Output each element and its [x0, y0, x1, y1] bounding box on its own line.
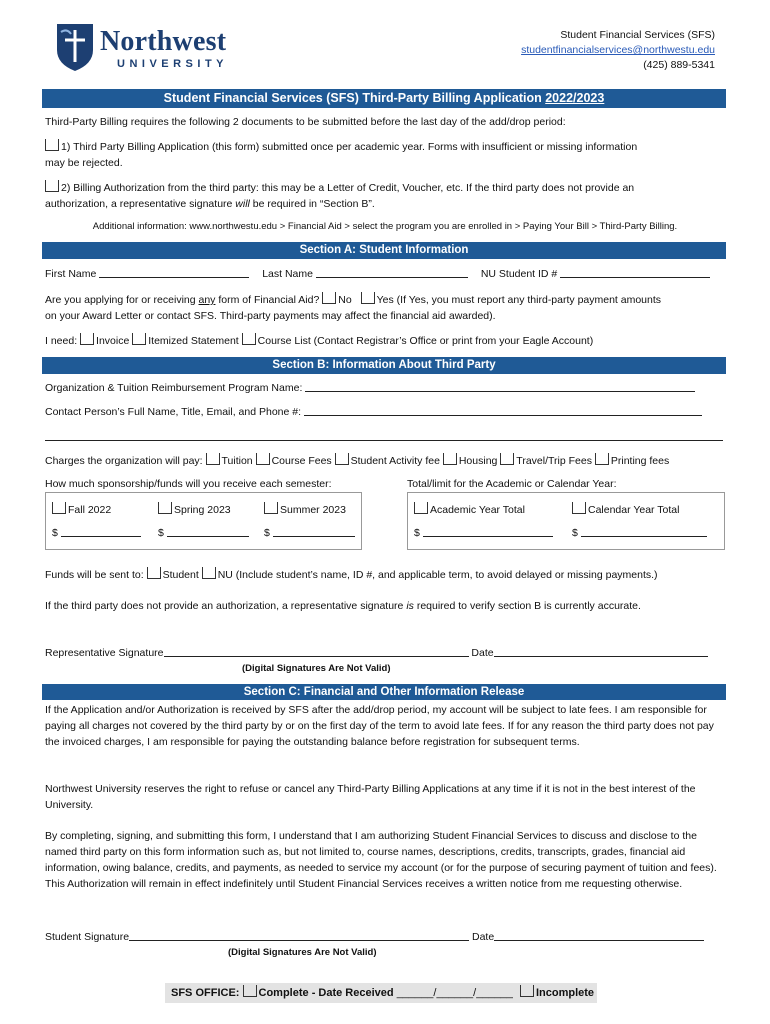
academic-year-checkbox[interactable] [414, 502, 428, 514]
spring-amount: $ [158, 527, 249, 539]
requirement-2: 2) Billing Authorization from the third party: this may be a Letter of Credit, Voucher, etc. If the third party does not provide an authorization, a representative signature will be required in “Section B”. [45, 182, 635, 210]
date-received-field[interactable]: ______/______/______ [396, 987, 513, 999]
itemized-checkbox[interactable] [132, 333, 146, 345]
send-nu-checkbox[interactable] [202, 567, 216, 579]
charge-course-fees-checkbox[interactable] [256, 453, 270, 465]
student-signature-field[interactable] [129, 940, 469, 941]
contact-row: Contact Person’s Full Name, Title, Email, and Phone #: [45, 406, 726, 418]
student-date-field[interactable] [494, 940, 704, 941]
calendar-amount: $ [572, 527, 707, 539]
fall-checkbox[interactable] [52, 502, 66, 514]
academic-amount: $ [414, 527, 553, 539]
fall-amount-field[interactable] [61, 536, 141, 537]
requirement-1-checkbox[interactable] [45, 139, 59, 151]
rep-digital-note: (Digital Signatures Are Not Valid) [242, 663, 391, 674]
charges-row: Charges the organization will pay: Tuition Course Fees Student Activity fee Housing Travel/Trip Fees Printing fees [45, 455, 670, 467]
section-b-header: Section B: Information About Third Party [42, 357, 726, 374]
form-title [42, 89, 726, 108]
charge-housing-checkbox[interactable] [443, 453, 457, 465]
aid-yes-checkbox[interactable] [361, 292, 375, 304]
academic-year-total: Academic Year Total [414, 502, 525, 516]
charge-activity-fee-checkbox[interactable] [335, 453, 349, 465]
fall-term: Fall 2022 [52, 502, 111, 516]
rep-signature-row: Representative Signature Date [45, 647, 726, 659]
requirement-1: 1) Third Party Billing Application (this form) submitted once per academic year. Forms with insufficient or missing information may be rejected. [45, 141, 638, 169]
invoice-checkbox[interactable] [80, 333, 94, 345]
student-signature-row: Student Signature Date [45, 931, 726, 943]
semester-funds-box [45, 492, 362, 550]
sponsorship-label: How much sponsorship/funds will you receive each semester: [45, 478, 332, 490]
spring-term: Spring 2023 [158, 502, 231, 516]
send-student-checkbox[interactable] [147, 567, 161, 579]
section-c-header: Section C: Financial and Other Information Release [42, 684, 726, 700]
requirement-2-checkbox[interactable] [45, 180, 59, 192]
calendar-amount-field[interactable] [581, 536, 707, 537]
need-row: I need: Invoice Itemized Statement Course List (Contact Registrar’s Office or print from your Eagle Account) [45, 335, 594, 347]
calendar-year-total: Calendar Year Total [572, 502, 679, 516]
calendar-year-checkbox[interactable] [572, 502, 586, 514]
charge-tuition-checkbox[interactable] [206, 453, 220, 465]
charge-travel-checkbox[interactable] [500, 453, 514, 465]
summer-term: Summer 2023 [264, 502, 346, 516]
contact-person-field[interactable] [304, 415, 702, 416]
name-id-row: First Name Last Name NU Student ID # [45, 268, 726, 280]
university-shield-logo [55, 22, 95, 72]
complete-checkbox[interactable] [243, 985, 257, 997]
first-name-field[interactable] [99, 277, 249, 278]
spring-amount-field[interactable] [167, 536, 249, 537]
fall-amount: $ [52, 527, 141, 539]
rep-signature-field[interactable] [164, 656, 469, 657]
contact-block [521, 28, 715, 73]
spring-checkbox[interactable] [158, 502, 172, 514]
release-paragraph-1: If the Application and/or Authorization is received by SFS after the add/drop period, my account will be subject to late fees. I am responsible for paying all charges not covered by the third party by or on the first day of the term to avoid late fees. If for any reason the third party does not pay the invoiced charges, I am responsible for paying the outstanding balance before registration for subsequent terms. [45, 704, 714, 748]
contact-phone: (425) 889-5341 [643, 59, 715, 71]
charge-printing-checkbox[interactable] [595, 453, 609, 465]
authorization-note: If the third party does not provide an authorization, a representative signature is required to verify section B is currently accurate. [45, 600, 641, 612]
aid-no-checkbox[interactable] [322, 292, 336, 304]
sfs-office-box: SFS OFFICE: Complete - Date Received ______/______/______ Incomplete [165, 983, 597, 1003]
rep-date-field[interactable] [494, 656, 708, 657]
logo-subtitle: UNIVERSITY [117, 58, 229, 70]
summer-amount: $ [264, 527, 355, 539]
academic-amount-field[interactable] [423, 536, 553, 537]
summer-amount-field[interactable] [273, 536, 355, 537]
org-row: Organization & Tuition Reimbursement Program Name: [45, 382, 726, 394]
funds-sent-row: Funds will be sent to: Student NU (Include student’s name, ID #, and applicable term, to avoid delayed or missing payments.) [45, 569, 658, 581]
form-title-text: Student Financial Services (SFS) Third-Party Billing Application [163, 91, 542, 105]
section-a-header: Section A: Student Information [42, 242, 726, 259]
year-total-box [407, 492, 725, 550]
incomplete-checkbox[interactable] [520, 985, 534, 997]
logo-wordmark: Northwest [100, 26, 227, 57]
additional-info: Additional information: www.northwestu.edu > Financial Aid > select the program you are enrolled in > Paying Your Bill > Third-Party Billing. [92, 221, 678, 232]
contact-extra-line[interactable] [45, 440, 723, 441]
total-limit-label: Total/limit for the Academic or Calendar Year: [407, 478, 617, 490]
org-name-field[interactable] [305, 391, 695, 392]
intro-text: Third-Party Billing requires the following 2 documents to be submitted before the last day of the add/drop period: [45, 116, 566, 128]
summer-checkbox[interactable] [264, 502, 278, 514]
student-id-field[interactable] [560, 277, 710, 278]
office-name: Student Financial Services (SFS) [560, 29, 715, 41]
release-paragraph-2: Northwest University reserves the right to refuse or cancel any Third-Party Billing Applications at any time if it is not in the best interest of the University. [45, 783, 696, 811]
student-digital-note: (Digital Signatures Are Not Valid) [228, 947, 377, 958]
form-title-year: 2022/2023 [545, 91, 605, 105]
last-name-field[interactable] [316, 277, 468, 278]
release-paragraph-3: By completing, signing, and submitting this form, I understand that I am authorizing Student Financial Services to discuss and disclose to the named third party on this form information such as, but not limited to, course names, descriptions, credits, transcripts, grades, financial aid information, owing balance, credits, and payments, as needed to service my account (or for the purpose of securing payment of tuition and fees). This Authorization will remain in effect indefinitely until Student Financial Services receives a written notice from me requesting otherwise. [45, 830, 717, 890]
contact-email-link[interactable]: studentfinancialservices@northwestu.edu [521, 44, 715, 56]
financial-aid-question: Are you applying for or receiving any form of Financial Aid? No Yes (If Yes, you must report any third-party payment amounts on your Award Letter or contact SFS. Third-party payments may affect the financial aid awarded). [45, 294, 662, 322]
course-list-checkbox[interactable] [242, 333, 256, 345]
